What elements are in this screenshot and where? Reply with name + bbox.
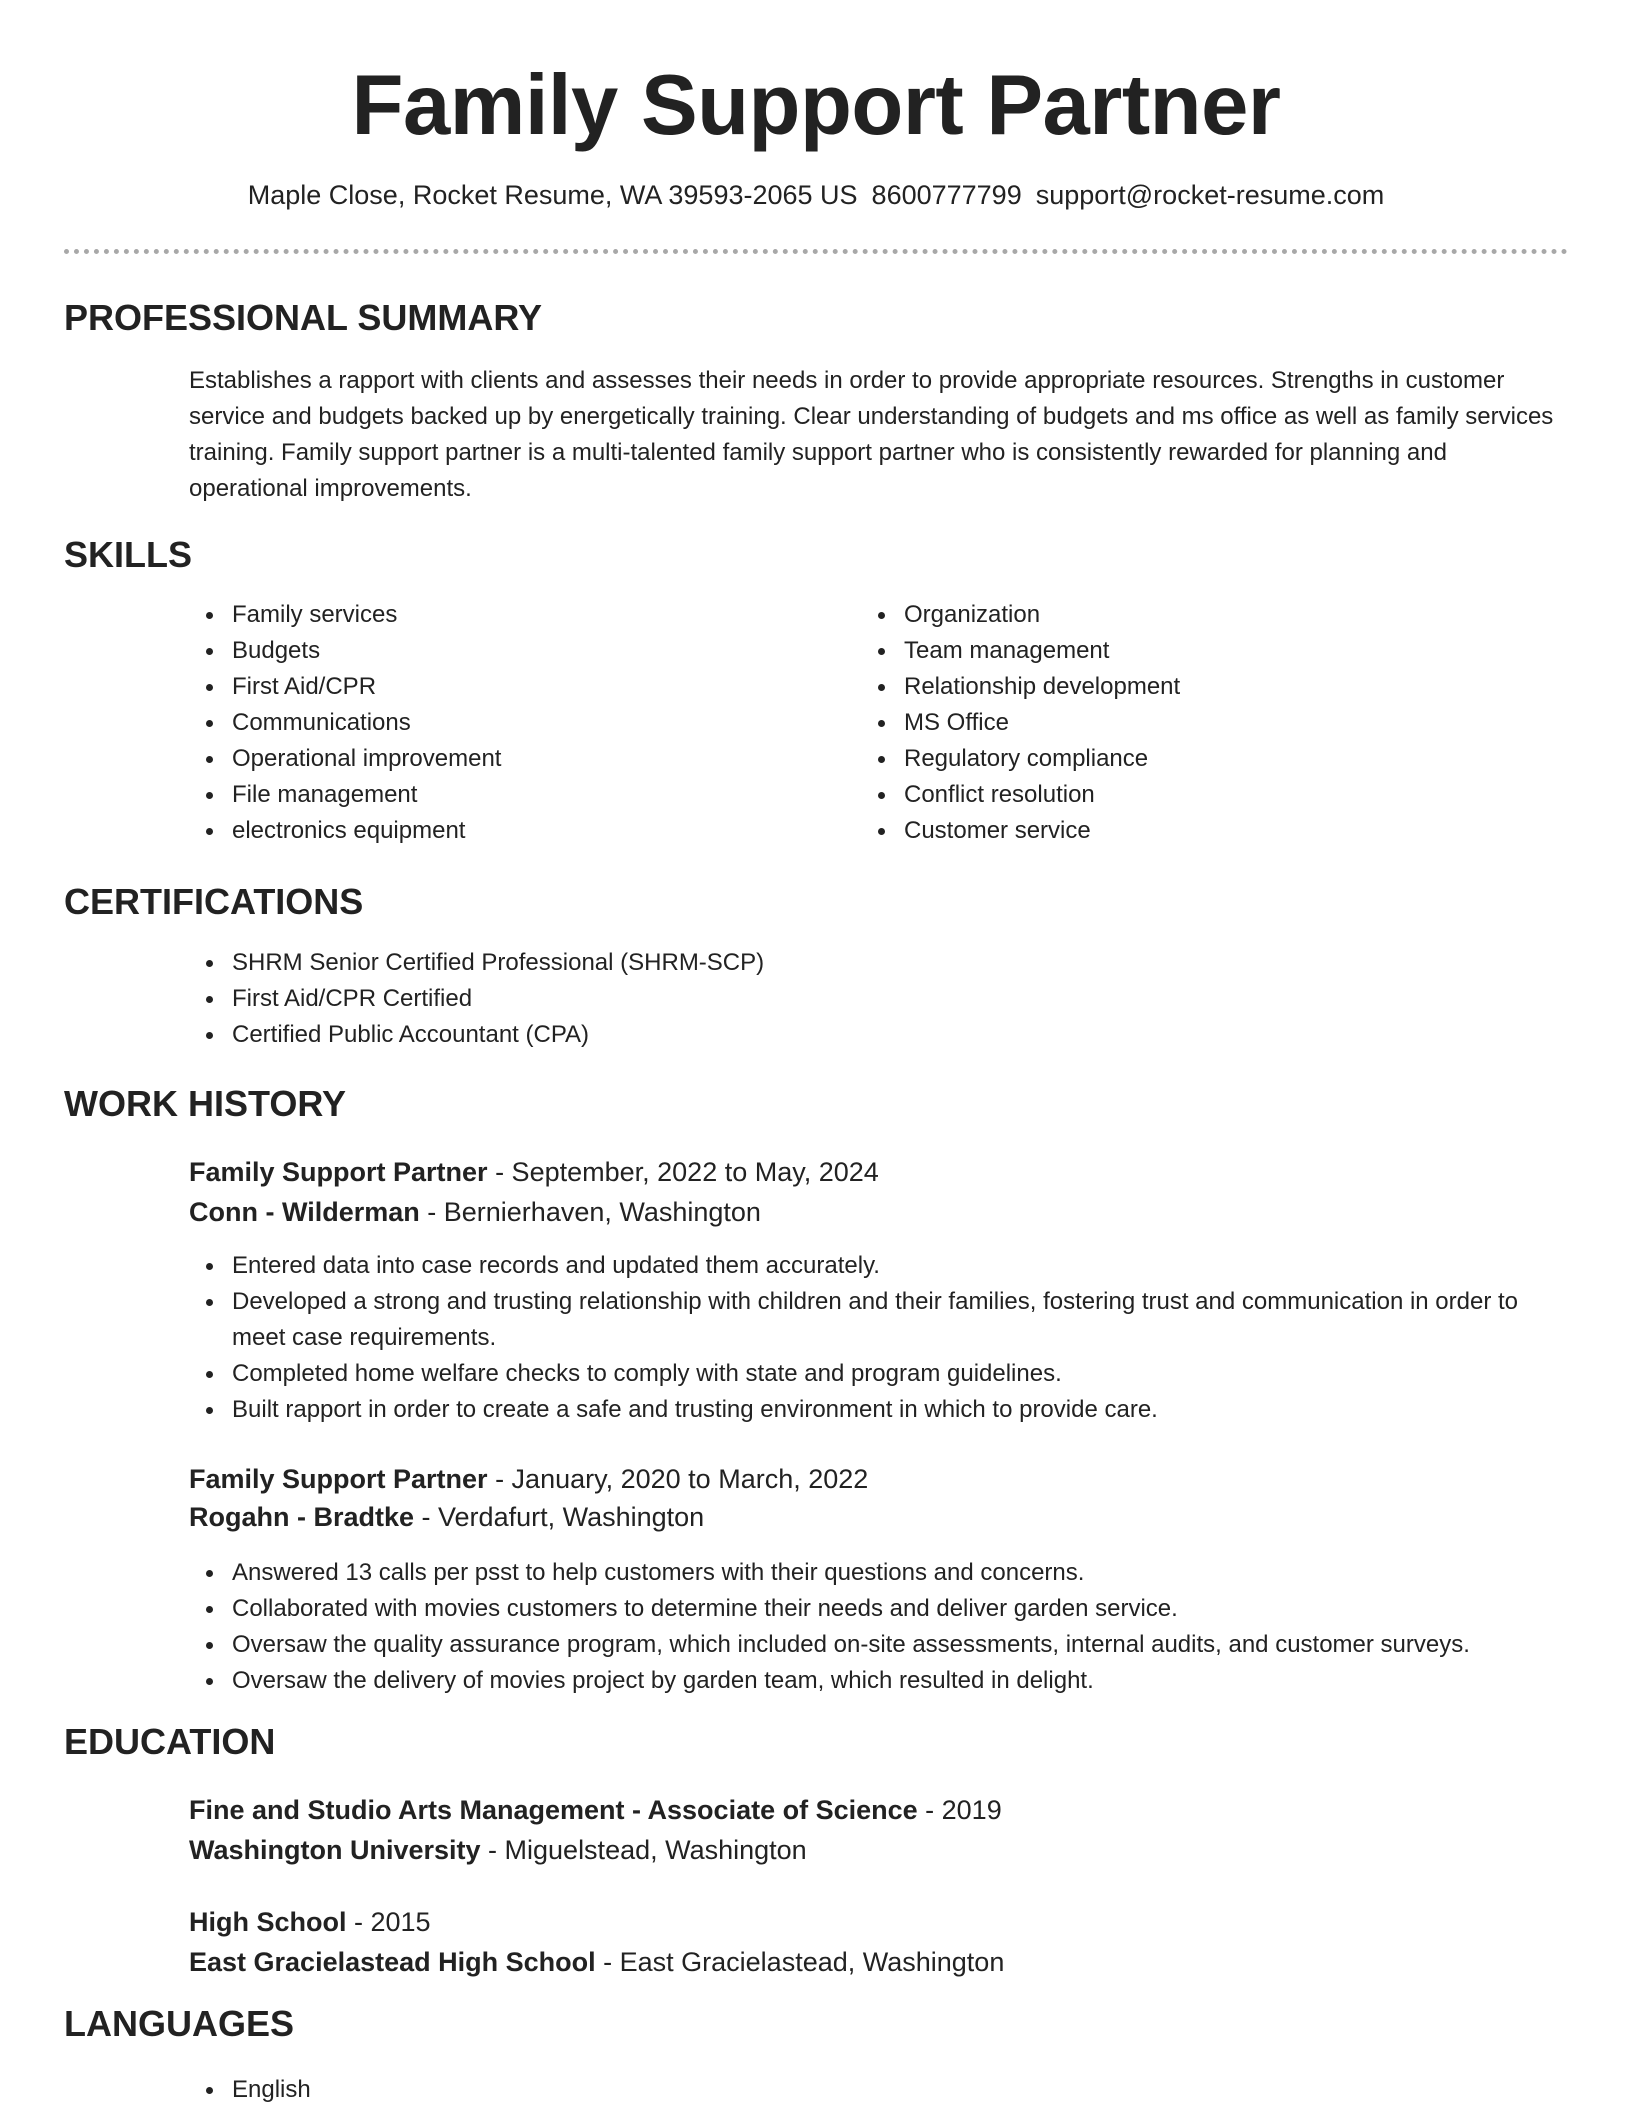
- job-role: Family Support Partner: [189, 1464, 488, 1494]
- education-school: East Gracielastead High School: [189, 1947, 596, 1977]
- resume-name: Family Support Partner: [351, 58, 1281, 153]
- list-item: Oversaw the delivery of movies project by garden team, which resulted in delight.: [189, 1663, 1574, 1699]
- job-company-line: [189, 1192, 761, 1232]
- header-divider: [64, 249, 1568, 254]
- list-item: English: [189, 2072, 789, 2108]
- education-school-line: [189, 1942, 1004, 1982]
- job-bullets: [189, 1555, 1574, 1699]
- list-item: Operational improvement: [189, 741, 829, 777]
- list-item: Certified Public Accountant (CPA): [189, 1017, 1489, 1053]
- list-item: electronics equipment: [189, 813, 829, 849]
- list-item: Entered data into case records and updated them accurately.: [189, 1248, 1574, 1284]
- list-item: Collaborated with movies customers to determine their needs and deliver garden service.: [189, 1591, 1574, 1627]
- list-item: Team management: [861, 633, 1501, 669]
- languages-list: [189, 2072, 789, 2108]
- education-degree-line: [189, 1902, 431, 1942]
- list-item: Regulatory compliance: [861, 741, 1501, 777]
- list-item: Conflict resolution: [861, 777, 1501, 813]
- job-title-line: [189, 1459, 868, 1499]
- list-item: First Aid/CPR Certified: [189, 981, 1489, 1017]
- education-degree: Fine and Studio Arts Management - Associate of Science: [189, 1795, 918, 1825]
- languages-heading: LANGUAGES: [64, 2003, 295, 2044]
- list-item: Relationship development: [861, 669, 1501, 705]
- list-item: Built rapport in order to create a safe and trusting environment in which to provide care.: [189, 1392, 1574, 1428]
- contact-phone: 8600777799: [871, 180, 1022, 210]
- education-year: - 2019: [917, 1795, 1002, 1825]
- list-item: Customer service: [861, 813, 1501, 849]
- education-degree-line: [189, 1790, 1002, 1830]
- list-item: Oversaw the quality assurance program, which included on-site assessments, internal audits, and customer surveys.: [189, 1627, 1574, 1663]
- job-company: Rogahn - Bradtke: [189, 1502, 415, 1532]
- list-item: Communications: [189, 705, 829, 741]
- list-item: Developed a strong and trusting relationship with children and their families, fostering trust and communication in order to meet case requirements.: [189, 1284, 1574, 1356]
- list-item: SHRM Senior Certified Professional (SHRM-SCP): [189, 945, 1489, 981]
- list-item: Completed home welfare checks to comply with state and program guidelines.: [189, 1356, 1574, 1392]
- education-location: - East Gracielastead, Washington: [595, 1947, 1005, 1977]
- job-location: - Bernierhaven, Washington: [419, 1197, 761, 1227]
- contact-line: [64, 178, 1568, 212]
- job-company-line: [189, 1497, 704, 1537]
- list-item: Answered 13 calls per psst to help customers with their questions and concerns.: [189, 1555, 1574, 1591]
- skills-heading: SKILLS: [64, 534, 193, 575]
- list-item: File management: [189, 777, 829, 813]
- contact-email: support@rocket-resume.com: [1035, 180, 1385, 210]
- list-item: First Aid/CPR: [189, 669, 829, 705]
- education-location: - Miguelstead, Washington: [480, 1835, 807, 1865]
- summary-text: Establishes a rapport with clients and assesses their needs in order to provide appropriate resources. Strengths in customer service and budgets backed up by energetically training. Clear understanding of budgets and ms office as well as family services training. Family support partner is a multi-talented family support partner who is consistently rewarded for planning and operational improvements.: [189, 367, 1554, 502]
- list-item: Organization: [861, 597, 1501, 633]
- job-title-line: [189, 1152, 879, 1192]
- job-role: Family Support Partner: [189, 1157, 488, 1187]
- work-history-heading: WORK HISTORY: [64, 1083, 347, 1124]
- contact-address: Maple Close, Rocket Resume, WA 39593-2065 US: [247, 180, 858, 210]
- list-item: MS Office: [861, 705, 1501, 741]
- skills-list-right: [861, 597, 1501, 849]
- resume-page: [64, 0, 1568, 2103]
- job-location: - Verdafurt, Washington: [414, 1502, 705, 1532]
- education-school-line: [189, 1830, 807, 1870]
- education-degree: High School: [189, 1907, 347, 1937]
- list-item: Family services: [189, 597, 829, 633]
- summary-heading: PROFESSIONAL SUMMARY: [64, 297, 543, 338]
- list-item: Budgets: [189, 633, 829, 669]
- education-heading: EDUCATION: [64, 1721, 276, 1762]
- certifications-heading: CERTIFICATIONS: [64, 881, 364, 922]
- skills-list-left: [189, 597, 829, 849]
- job-dates: - September, 2022 to May, 2024: [487, 1157, 879, 1187]
- job-company: Conn - Wilderman: [189, 1197, 420, 1227]
- certifications-list: [189, 945, 1489, 1053]
- job-dates: - January, 2020 to March, 2022: [487, 1464, 869, 1494]
- job-bullets: [189, 1248, 1574, 1428]
- education-school: Washington University: [189, 1835, 481, 1865]
- education-year: - 2015: [346, 1907, 431, 1937]
